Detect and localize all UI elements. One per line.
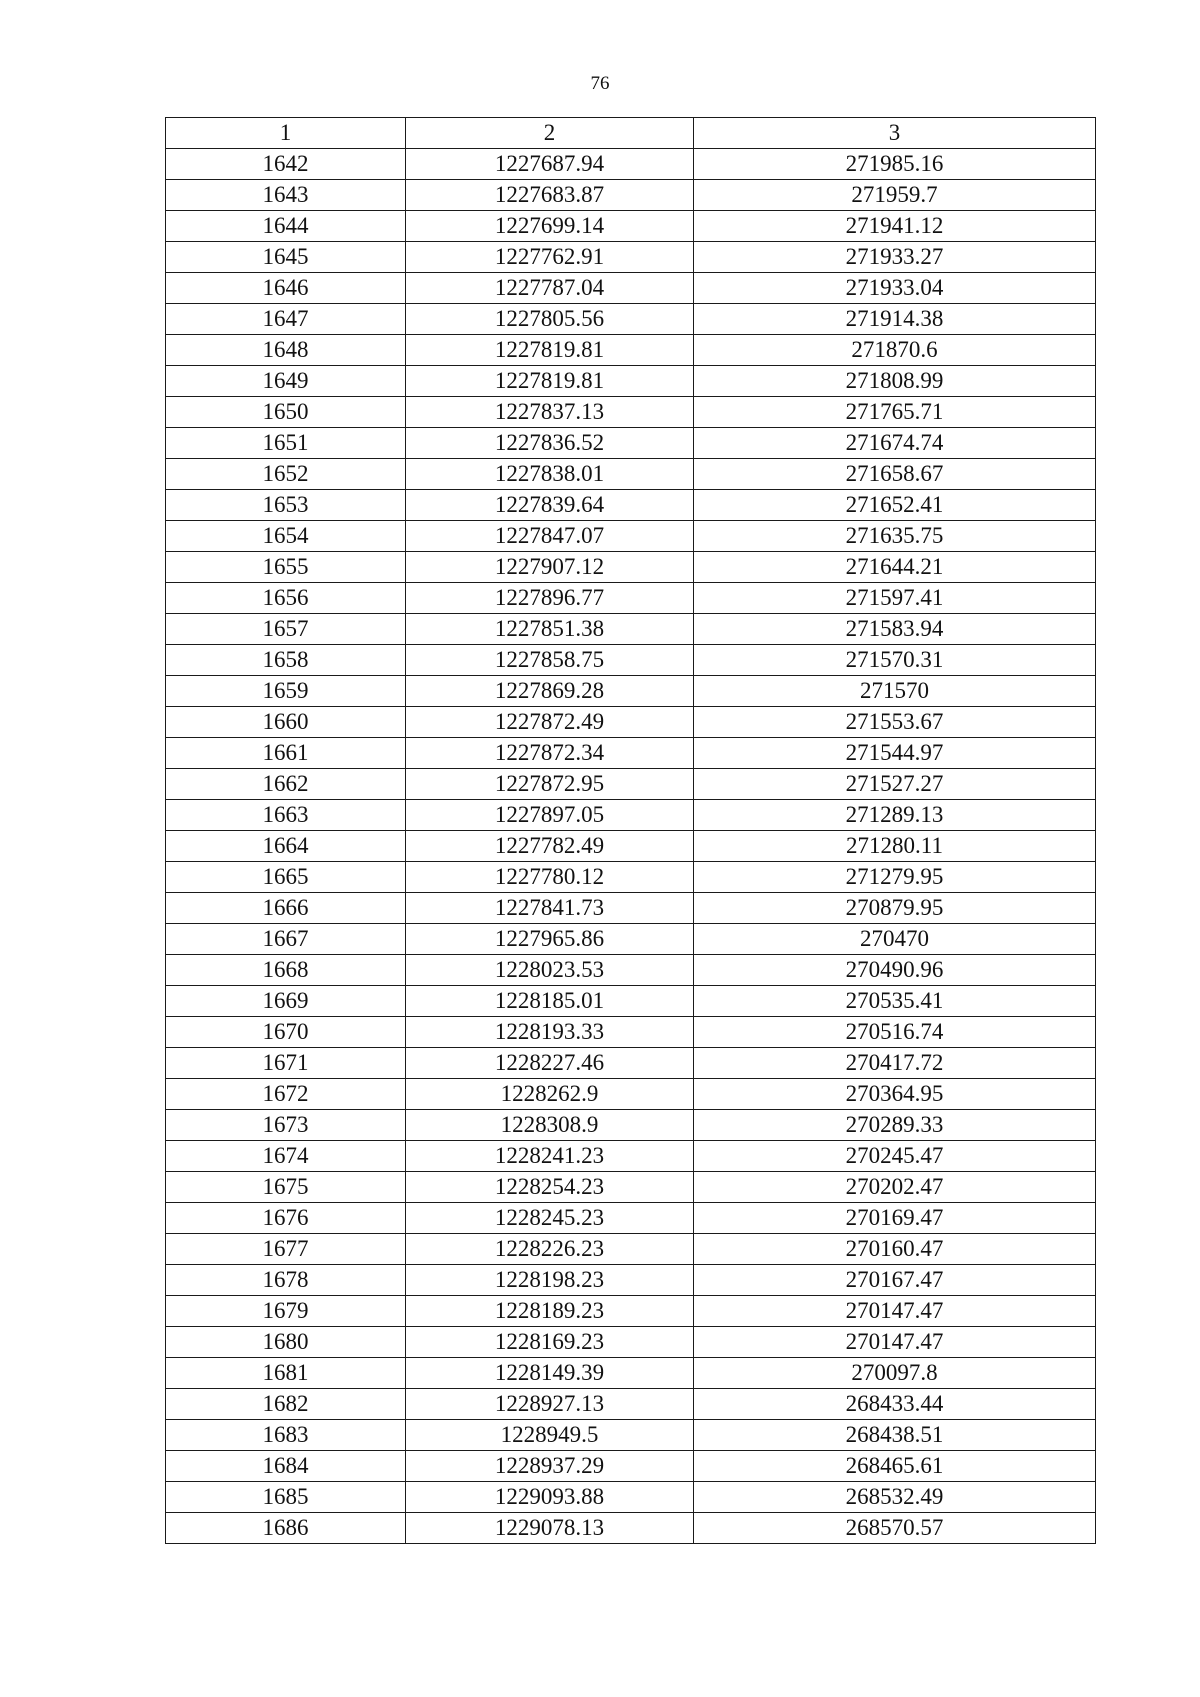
- table-row: [166, 459, 1096, 490]
- y-coordinate-cell: 270879.95: [694, 893, 1096, 924]
- point-number-cell: 1654: [166, 521, 406, 552]
- y-coordinate-cell: 271280.11: [694, 831, 1096, 862]
- x-coordinate-cell: 1227837.13: [406, 397, 694, 428]
- y-coordinate-cell: 268465.61: [694, 1451, 1096, 1482]
- x-coordinate-cell: 1227780.12: [406, 862, 694, 893]
- point-number-cell: 1686: [166, 1513, 406, 1544]
- point-number-cell: 1669: [166, 986, 406, 1017]
- y-coordinate-cell: 268532.49: [694, 1482, 1096, 1513]
- table-row: [166, 490, 1096, 521]
- x-coordinate-cell: 1227841.73: [406, 893, 694, 924]
- table-row: [166, 149, 1096, 180]
- y-coordinate-cell: 270490.96: [694, 955, 1096, 986]
- x-coordinate-cell: 1227839.64: [406, 490, 694, 521]
- point-number-cell: 1647: [166, 304, 406, 335]
- point-number-cell: 1678: [166, 1265, 406, 1296]
- point-number-cell: 1676: [166, 1203, 406, 1234]
- table-row: [166, 1110, 1096, 1141]
- table-row: [166, 1017, 1096, 1048]
- point-number-cell: 1660: [166, 707, 406, 738]
- point-number-cell: 1659: [166, 676, 406, 707]
- table-row: [166, 769, 1096, 800]
- x-coordinate-cell: 1228227.46: [406, 1048, 694, 1079]
- y-coordinate-cell: 270535.41: [694, 986, 1096, 1017]
- table-row: [166, 552, 1096, 583]
- y-coordinate-cell: 270470: [694, 924, 1096, 955]
- page-number: 76: [590, 73, 610, 94]
- point-number-cell: 1682: [166, 1389, 406, 1420]
- table-row: [166, 397, 1096, 428]
- y-coordinate-cell: 271808.99: [694, 366, 1096, 397]
- x-coordinate-cell: 1227965.86: [406, 924, 694, 955]
- point-number-cell: 1674: [166, 1141, 406, 1172]
- y-coordinate-cell: 270202.47: [694, 1172, 1096, 1203]
- table-row: [166, 335, 1096, 366]
- header-col-2: 2: [406, 118, 694, 149]
- point-number-cell: 1680: [166, 1327, 406, 1358]
- y-coordinate-cell: 270516.74: [694, 1017, 1096, 1048]
- table-row: [166, 1234, 1096, 1265]
- x-coordinate-cell: 1227838.01: [406, 459, 694, 490]
- x-coordinate-cell: 1228226.23: [406, 1234, 694, 1265]
- x-coordinate-cell: 1227683.87: [406, 180, 694, 211]
- table-row: [166, 1172, 1096, 1203]
- x-coordinate-cell: 1227872.34: [406, 738, 694, 769]
- y-coordinate-cell: 271941.12: [694, 211, 1096, 242]
- x-coordinate-cell: 1228023.53: [406, 955, 694, 986]
- table-row: [166, 676, 1096, 707]
- table-row: [166, 924, 1096, 955]
- point-number-cell: 1685: [166, 1482, 406, 1513]
- y-coordinate-cell: 271635.75: [694, 521, 1096, 552]
- y-coordinate-cell: 270364.95: [694, 1079, 1096, 1110]
- x-coordinate-cell: 1228937.29: [406, 1451, 694, 1482]
- x-coordinate-cell: 1227907.12: [406, 552, 694, 583]
- x-coordinate-cell: 1228185.01: [406, 986, 694, 1017]
- y-coordinate-cell: 270160.47: [694, 1234, 1096, 1265]
- table-row: [166, 831, 1096, 862]
- y-coordinate-cell: 270245.47: [694, 1141, 1096, 1172]
- table-row: [166, 583, 1096, 614]
- y-coordinate-cell: 271570: [694, 676, 1096, 707]
- point-number-cell: 1683: [166, 1420, 406, 1451]
- table-row: [166, 955, 1096, 986]
- y-coordinate-cell: 270289.33: [694, 1110, 1096, 1141]
- table-row: [166, 211, 1096, 242]
- point-number-cell: 1644: [166, 211, 406, 242]
- table-row: [166, 242, 1096, 273]
- x-coordinate-cell: 1227872.95: [406, 769, 694, 800]
- x-coordinate-cell: 1228262.9: [406, 1079, 694, 1110]
- table-row: [166, 1482, 1096, 1513]
- x-coordinate-cell: 1228927.13: [406, 1389, 694, 1420]
- x-coordinate-cell: 1227699.14: [406, 211, 694, 242]
- y-coordinate-cell: 271597.41: [694, 583, 1096, 614]
- point-number-cell: 1646: [166, 273, 406, 304]
- table-row: [166, 428, 1096, 459]
- y-coordinate-cell: 271527.27: [694, 769, 1096, 800]
- x-coordinate-cell: 1227869.28: [406, 676, 694, 707]
- x-coordinate-cell: 1228245.23: [406, 1203, 694, 1234]
- y-coordinate-cell: 271658.67: [694, 459, 1096, 490]
- y-coordinate-cell: 271933.27: [694, 242, 1096, 273]
- point-number-cell: 1653: [166, 490, 406, 521]
- table-row: [166, 304, 1096, 335]
- table-row: [166, 738, 1096, 769]
- x-coordinate-cell: 1227851.38: [406, 614, 694, 645]
- x-coordinate-cell: 1227896.77: [406, 583, 694, 614]
- point-number-cell: 1664: [166, 831, 406, 862]
- table-body: [166, 149, 1096, 1544]
- x-coordinate-cell: 1228169.23: [406, 1327, 694, 1358]
- x-coordinate-cell: 1227805.56: [406, 304, 694, 335]
- point-number-cell: 1655: [166, 552, 406, 583]
- x-coordinate-cell: 1227872.49: [406, 707, 694, 738]
- x-coordinate-cell: 1228189.23: [406, 1296, 694, 1327]
- y-coordinate-cell: 271644.21: [694, 552, 1096, 583]
- table-row: [166, 707, 1096, 738]
- point-number-cell: 1679: [166, 1296, 406, 1327]
- y-coordinate-cell: 271765.71: [694, 397, 1096, 428]
- table-row: [166, 1420, 1096, 1451]
- y-coordinate-cell: 270167.47: [694, 1265, 1096, 1296]
- y-coordinate-cell: 271870.6: [694, 335, 1096, 366]
- x-coordinate-cell: 1228254.23: [406, 1172, 694, 1203]
- point-number-cell: 1652: [166, 459, 406, 490]
- table-row: [166, 1296, 1096, 1327]
- point-number-cell: 1665: [166, 862, 406, 893]
- x-coordinate-cell: 1227836.52: [406, 428, 694, 459]
- y-coordinate-cell: 270147.47: [694, 1296, 1096, 1327]
- x-coordinate-cell: 1228949.5: [406, 1420, 694, 1451]
- point-number-cell: 1657: [166, 614, 406, 645]
- x-coordinate-cell: 1228149.39: [406, 1358, 694, 1389]
- y-coordinate-cell: 268570.57: [694, 1513, 1096, 1544]
- table-row: [166, 1389, 1096, 1420]
- x-coordinate-cell: 1227847.07: [406, 521, 694, 552]
- y-coordinate-cell: 271279.95: [694, 862, 1096, 893]
- y-coordinate-cell: 270169.47: [694, 1203, 1096, 1234]
- x-coordinate-cell: 1229078.13: [406, 1513, 694, 1544]
- table-row: [166, 273, 1096, 304]
- x-coordinate-cell: 1228308.9: [406, 1110, 694, 1141]
- table-row: [166, 1358, 1096, 1389]
- table-row: [166, 800, 1096, 831]
- x-coordinate-cell: 1228198.23: [406, 1265, 694, 1296]
- point-number-cell: 1650: [166, 397, 406, 428]
- x-coordinate-cell: 1227897.05: [406, 800, 694, 831]
- header-col-3: 3: [694, 118, 1096, 149]
- point-number-cell: 1645: [166, 242, 406, 273]
- point-number-cell: 1648: [166, 335, 406, 366]
- y-coordinate-cell: 271289.13: [694, 800, 1096, 831]
- y-coordinate-cell: 271544.97: [694, 738, 1096, 769]
- x-coordinate-cell: 1227787.04: [406, 273, 694, 304]
- x-coordinate-cell: 1227819.81: [406, 366, 694, 397]
- table-row: [166, 366, 1096, 397]
- table-row: [166, 1079, 1096, 1110]
- y-coordinate-cell: 268438.51: [694, 1420, 1096, 1451]
- y-coordinate-cell: 271933.04: [694, 273, 1096, 304]
- table-row: [166, 521, 1096, 552]
- point-number-cell: 1671: [166, 1048, 406, 1079]
- table-row: [166, 862, 1096, 893]
- x-coordinate-cell: 1229093.88: [406, 1482, 694, 1513]
- table-row: [166, 1451, 1096, 1482]
- y-coordinate-cell: 270147.47: [694, 1327, 1096, 1358]
- point-number-cell: 1672: [166, 1079, 406, 1110]
- y-coordinate-cell: 270097.8: [694, 1358, 1096, 1389]
- table-row: [166, 986, 1096, 1017]
- point-number-cell: 1667: [166, 924, 406, 955]
- x-coordinate-cell: 1227782.49: [406, 831, 694, 862]
- y-coordinate-cell: 271553.67: [694, 707, 1096, 738]
- table-row: [166, 1048, 1096, 1079]
- point-number-cell: 1651: [166, 428, 406, 459]
- point-number-cell: 1684: [166, 1451, 406, 1482]
- x-coordinate-cell: 1227819.81: [406, 335, 694, 366]
- y-coordinate-cell: 268433.44: [694, 1389, 1096, 1420]
- table-row: [166, 1203, 1096, 1234]
- y-coordinate-cell: 270417.72: [694, 1048, 1096, 1079]
- table-row: [166, 1513, 1096, 1544]
- point-number-cell: 1675: [166, 1172, 406, 1203]
- table-row: [166, 1141, 1096, 1172]
- x-coordinate-cell: 1227858.75: [406, 645, 694, 676]
- y-coordinate-cell: 271583.94: [694, 614, 1096, 645]
- point-number-cell: 1656: [166, 583, 406, 614]
- x-coordinate-cell: 1227762.91: [406, 242, 694, 273]
- y-coordinate-cell: 271674.74: [694, 428, 1096, 459]
- y-coordinate-cell: 271914.38: [694, 304, 1096, 335]
- table-row: [166, 645, 1096, 676]
- point-number-cell: 1658: [166, 645, 406, 676]
- x-coordinate-cell: 1228193.33: [406, 1017, 694, 1048]
- point-number-cell: 1663: [166, 800, 406, 831]
- y-coordinate-cell: 271959.7: [694, 180, 1096, 211]
- y-coordinate-cell: 271652.41: [694, 490, 1096, 521]
- table-row: [166, 180, 1096, 211]
- table-header: [166, 118, 1096, 149]
- x-coordinate-cell: 1228241.23: [406, 1141, 694, 1172]
- x-coordinate-cell: 1227687.94: [406, 149, 694, 180]
- point-number-cell: 1673: [166, 1110, 406, 1141]
- table-row: [166, 1327, 1096, 1358]
- point-number-cell: 1681: [166, 1358, 406, 1389]
- point-number-cell: 1666: [166, 893, 406, 924]
- point-number-cell: 1677: [166, 1234, 406, 1265]
- point-number-cell: 1668: [166, 955, 406, 986]
- point-number-cell: 1643: [166, 180, 406, 211]
- point-number-cell: 1670: [166, 1017, 406, 1048]
- y-coordinate-cell: 271985.16: [694, 149, 1096, 180]
- table-row: [166, 893, 1096, 924]
- point-number-cell: 1662: [166, 769, 406, 800]
- point-number-cell: 1661: [166, 738, 406, 769]
- table-row: [166, 1265, 1096, 1296]
- point-number-cell: 1649: [166, 366, 406, 397]
- table-row: [166, 614, 1096, 645]
- header-col-1: 1: [166, 118, 406, 149]
- y-coordinate-cell: 271570.31: [694, 645, 1096, 676]
- header-row: [166, 118, 1096, 149]
- coordinates-table: [165, 117, 1096, 1544]
- point-number-cell: 1642: [166, 149, 406, 180]
